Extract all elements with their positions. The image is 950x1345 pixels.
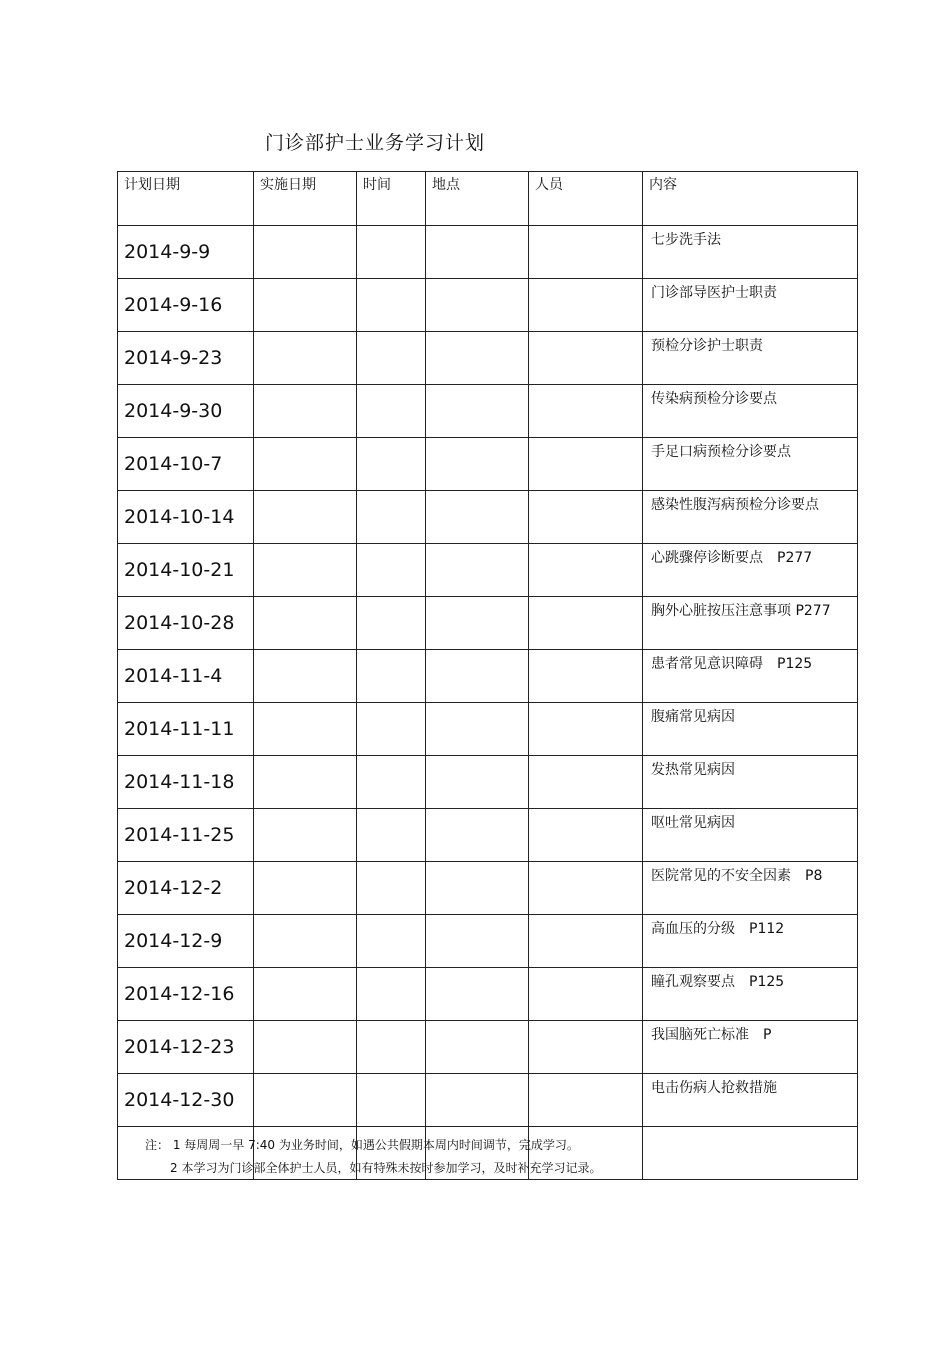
time-cell (357, 226, 426, 279)
plan-date-cell: 2014-12-9 (118, 915, 254, 968)
plan-date-cell: 2014-11-11 (118, 703, 254, 756)
implement-date-cell (254, 703, 357, 756)
implement-date-cell (254, 385, 357, 438)
table-row (118, 226, 858, 279)
personnel-cell (529, 756, 643, 809)
time-cell (357, 438, 426, 491)
time-cell (357, 756, 426, 809)
implement-date-cell (254, 650, 357, 703)
personnel-cell (529, 1074, 643, 1127)
location-cell (426, 703, 529, 756)
plan-date-cell: 2014-9-30 (118, 385, 254, 438)
content-cell: 瞳孔观察要点 P125 (643, 968, 858, 1021)
implement-date-cell (254, 1074, 357, 1127)
personnel-cell (529, 597, 643, 650)
plan-date-cell: 2014-9-23 (118, 332, 254, 385)
plan-date-cell: 2014-11-18 (118, 756, 254, 809)
time-cell (357, 385, 426, 438)
table-row (118, 1021, 858, 1074)
time-cell (357, 279, 426, 332)
implement-date-cell (254, 597, 357, 650)
location-cell (426, 279, 529, 332)
header-content: 内容 (643, 172, 858, 226)
implement-date-cell (254, 226, 357, 279)
content-cell: 腹痛常见病因 (643, 703, 858, 756)
personnel-cell (529, 1021, 643, 1074)
location-cell (426, 1074, 529, 1127)
time-cell (357, 1074, 426, 1127)
plan-date-cell: 2014-12-23 (118, 1021, 254, 1074)
table-row (118, 968, 858, 1021)
location-cell (426, 385, 529, 438)
table-header-row (118, 172, 858, 226)
implement-date-cell (254, 968, 357, 1021)
personnel-cell (529, 650, 643, 703)
location-cell (426, 862, 529, 915)
location-cell (426, 226, 529, 279)
plan-date-cell: 2014-11-25 (118, 809, 254, 862)
implement-date-cell (254, 809, 357, 862)
personnel-cell (529, 279, 643, 332)
note-line-1: 注： 1 每周周一早 7:40 为业务时间，如遇公共假期本周内时间调节，完成学习。 (145, 1138, 579, 1152)
table-row (118, 385, 858, 438)
time-cell (357, 332, 426, 385)
time-cell (357, 703, 426, 756)
content-cell: 心跳骤停诊断要点 P277 (643, 544, 858, 597)
plan-date-cell: 2014-10-14 (118, 491, 254, 544)
location-cell (426, 597, 529, 650)
time-cell (357, 597, 426, 650)
table-row (118, 809, 858, 862)
study-plan-table (117, 171, 858, 1180)
implement-date-cell (254, 544, 357, 597)
table-row (118, 915, 858, 968)
plan-date-cell: 2014-10-7 (118, 438, 254, 491)
plan-date-cell: 2014-12-2 (118, 862, 254, 915)
table-row (118, 544, 858, 597)
table-row (118, 756, 858, 809)
implement-date-cell (254, 756, 357, 809)
time-cell (357, 650, 426, 703)
table-row (118, 332, 858, 385)
content-cell: 门诊部导医护士职责 (643, 279, 858, 332)
table-row (118, 862, 858, 915)
plan-date-cell: 2014-12-30 (118, 1074, 254, 1127)
plan-date-cell: 2014-12-16 (118, 968, 254, 1021)
header-time: 时间 (357, 172, 426, 226)
content-cell: 胸外心脏按压注意事项 P277 (643, 597, 858, 650)
location-cell (426, 756, 529, 809)
header-personnel: 人员 (529, 172, 643, 226)
table-row (118, 438, 858, 491)
location-cell (426, 809, 529, 862)
location-cell (426, 915, 529, 968)
personnel-cell (529, 438, 643, 491)
implement-date-cell (254, 862, 357, 915)
location-cell (426, 491, 529, 544)
table-row (118, 279, 858, 332)
notes (145, 1134, 601, 1180)
content-cell: 呕吐常见病因 (643, 809, 858, 862)
personnel-cell (529, 862, 643, 915)
content-cell: 手足口病预检分诊要点 (643, 438, 858, 491)
time-cell (357, 491, 426, 544)
header-plan-date: 计划日期 (118, 172, 254, 226)
location-cell (426, 544, 529, 597)
table-body (118, 226, 858, 1180)
personnel-cell (529, 226, 643, 279)
table-row (118, 1074, 858, 1127)
content-cell: 我国脑死亡标准 P (643, 1021, 858, 1074)
plan-date-cell: 2014-10-28 (118, 597, 254, 650)
table-row (118, 491, 858, 544)
time-cell (357, 915, 426, 968)
content-cell: 医院常见的不安全因素 P8 (643, 862, 858, 915)
time-cell (357, 862, 426, 915)
implement-date-cell (254, 915, 357, 968)
time-cell (357, 968, 426, 1021)
personnel-cell (529, 915, 643, 968)
content-cell: 患者常见意识障碍 P125 (643, 650, 858, 703)
plan-date-cell: 2014-11-4 (118, 650, 254, 703)
location-cell (426, 1021, 529, 1074)
implement-date-cell (254, 279, 357, 332)
implement-date-cell (254, 438, 357, 491)
content-cell: 发热常见病因 (643, 756, 858, 809)
plan-date-cell: 2014-10-21 (118, 544, 254, 597)
time-cell (357, 544, 426, 597)
time-cell (357, 809, 426, 862)
personnel-cell (529, 385, 643, 438)
personnel-cell (529, 332, 643, 385)
personnel-cell (529, 703, 643, 756)
plan-date-cell: 2014-9-16 (118, 279, 254, 332)
implement-date-cell (254, 491, 357, 544)
implement-date-cell (254, 1021, 357, 1074)
content-cell: 传染病预检分诊要点 (643, 385, 858, 438)
table-row (118, 703, 858, 756)
content-cell: 高血压的分级 P112 (643, 915, 858, 968)
content-cell (643, 1127, 858, 1180)
personnel-cell (529, 968, 643, 1021)
content-cell: 七步洗手法 (643, 226, 858, 279)
table-row (118, 597, 858, 650)
implement-date-cell (254, 332, 357, 385)
personnel-cell (529, 491, 643, 544)
personnel-cell (529, 809, 643, 862)
page-title: 门诊部护士业务学习计划 (265, 132, 486, 154)
header-implement-date: 实施日期 (254, 172, 357, 226)
content-cell: 电击伤病人抢救措施 (643, 1074, 858, 1127)
location-cell (426, 650, 529, 703)
table-row (118, 650, 858, 703)
personnel-cell (529, 544, 643, 597)
header-location: 地点 (426, 172, 529, 226)
plan-date-cell: 2014-9-9 (118, 226, 254, 279)
content-cell: 预检分诊护士职责 (643, 332, 858, 385)
location-cell (426, 332, 529, 385)
time-cell (357, 1021, 426, 1074)
location-cell (426, 968, 529, 1021)
content-cell: 感染性腹泻病预检分诊要点 (643, 491, 858, 544)
location-cell (426, 438, 529, 491)
note-line-2: 2 本学习为门诊部全体护士人员，如有特殊未按时参加学习，及时补充学习记录。 (170, 1161, 602, 1175)
